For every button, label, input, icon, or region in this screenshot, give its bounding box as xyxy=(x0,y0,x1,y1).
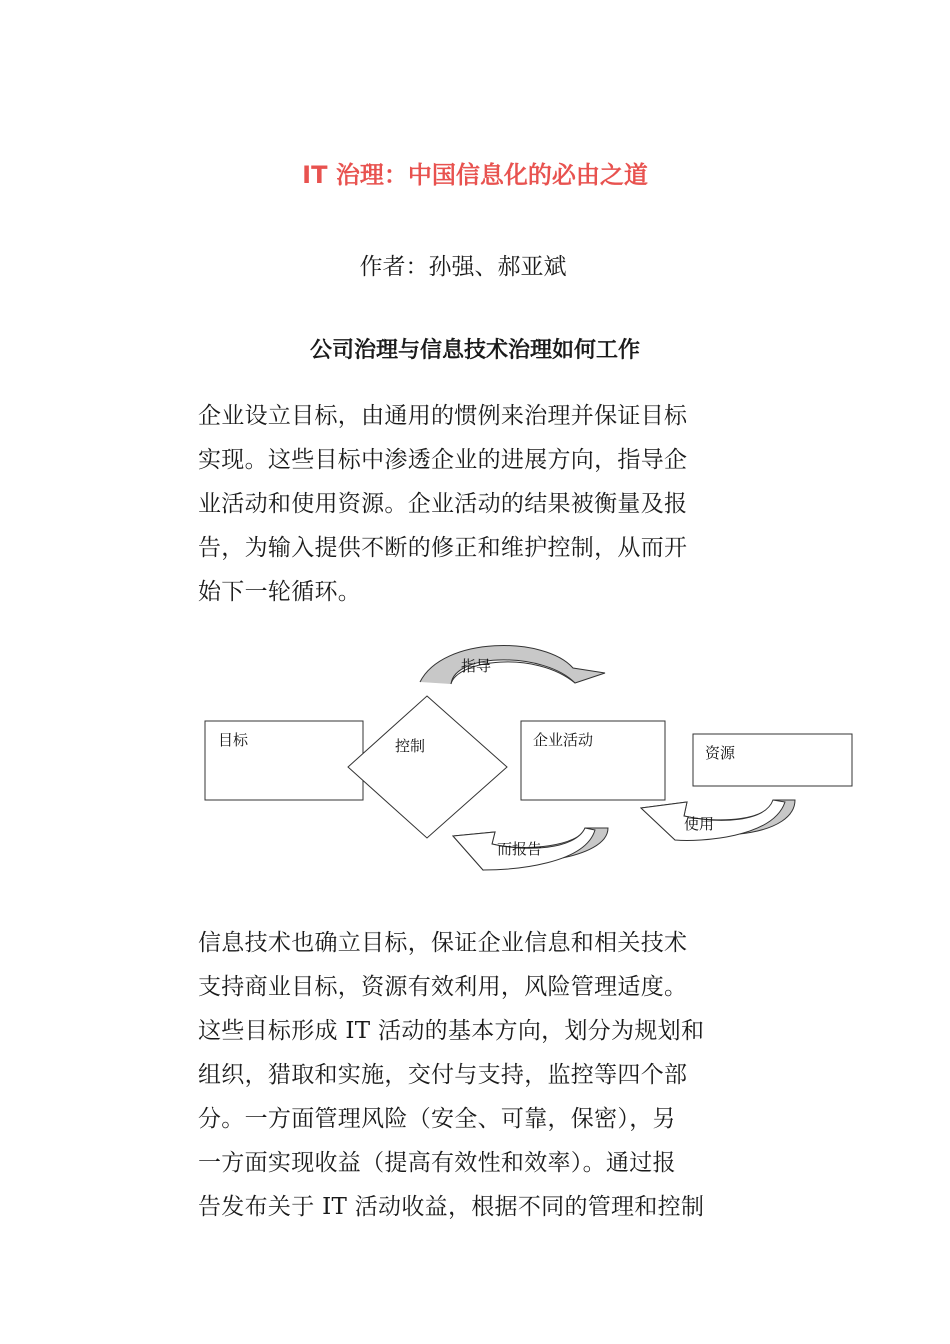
control-diamond xyxy=(348,696,507,838)
report-label: 而报告 xyxy=(497,840,543,858)
use-arrow xyxy=(641,800,795,840)
guide-label: 指导 xyxy=(461,657,492,675)
paragraph-line: 组织，猎取和实施，交付与支持，监控等四个部 xyxy=(198,1062,688,1088)
governance-cycle-diagram xyxy=(195,630,865,880)
resource-box xyxy=(693,734,852,786)
paragraph-2 xyxy=(198,921,744,1229)
section-heading: 公司治理与信息技术治理如何工作 xyxy=(309,337,640,363)
goal-box xyxy=(205,721,363,800)
document-title: IT 治理：中国信息化的必由之道 xyxy=(302,161,648,189)
paragraph-line: 业活动和使用资源。企业活动的结果被衡量及报 xyxy=(198,491,688,517)
activity-box xyxy=(521,721,665,800)
resource-label: 资源 xyxy=(705,744,736,762)
paragraph-line: 实现。这些目标中渗透企业的进展方向，指导企 xyxy=(198,447,688,473)
paragraph-line: 告发布关于 IT 活动收益，根据不同的管理和控制 xyxy=(198,1194,705,1220)
paragraph-1 xyxy=(198,394,744,614)
paragraph-line: 一方面实现收益（提高有效性和效率）。通过报 xyxy=(198,1150,676,1176)
paragraph-line: 企业设立目标，由通用的惯例来治理并保证目标 xyxy=(198,403,688,429)
guide-arrow xyxy=(420,646,605,684)
paragraph-line: 告，为输入提供不断的修正和维护控制，从而开 xyxy=(198,535,688,561)
use-label: 使用 xyxy=(684,815,715,833)
paragraph-line: 信息技术也确立目标，保证企业信息和相关技术 xyxy=(198,930,688,956)
author-line: 作者：孙强、郝亚斌 xyxy=(359,254,567,280)
control-label: 控制 xyxy=(395,737,426,755)
paragraph-line: 这些目标形成 IT 活动的基本方向，划分为规划和 xyxy=(198,1018,705,1044)
report-arrow xyxy=(453,828,608,870)
activity-label: 企业活动 xyxy=(533,731,594,749)
paragraph-line: 分。一方面管理风险（安全、可靠，保密），另 xyxy=(198,1106,676,1132)
paragraph-line: 支持商业目标，资源有效利用，风险管理适度。 xyxy=(198,974,688,1000)
goal-label: 目标 xyxy=(218,731,249,749)
paragraph-line: 始下一轮循环。 xyxy=(198,579,362,605)
